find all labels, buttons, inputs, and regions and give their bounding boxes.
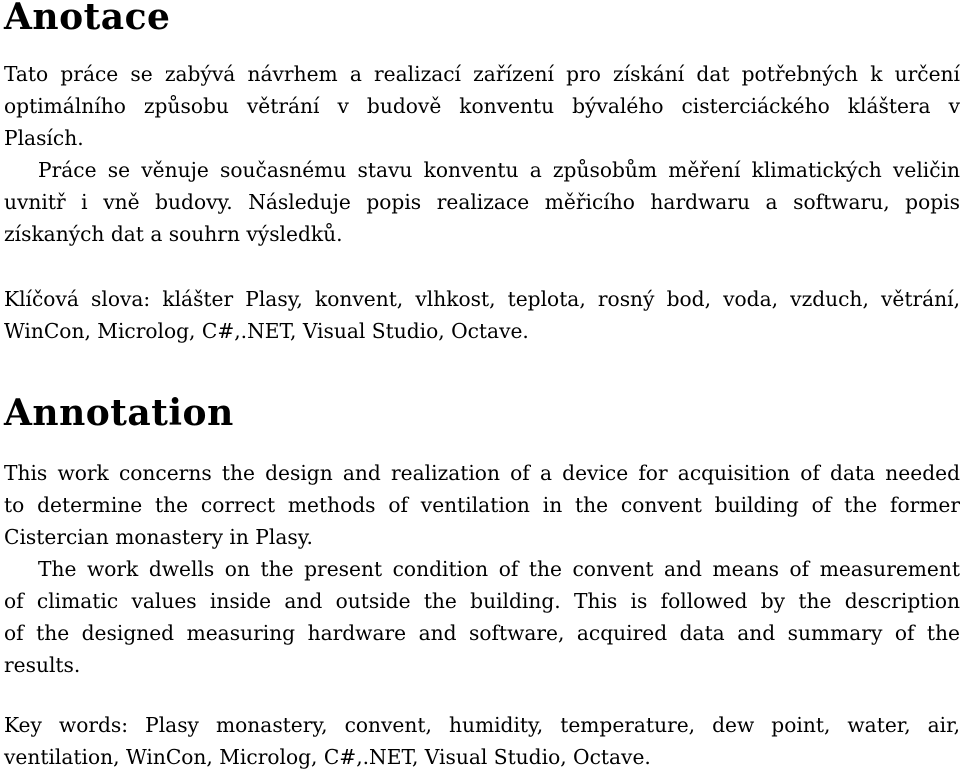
- text-line: of the designed measuring hardware and software, acquired data and summary of the: [4, 621, 960, 645]
- text-line: Cistercian monastery in Plasy.: [4, 525, 313, 549]
- text-line: získaných dat a souhrn výsledků.: [4, 222, 343, 246]
- czech-keywords: [4, 283, 960, 347]
- text-line: Klíčová slova: klášter Plasy, konvent, vlhkost, teplota, rosný bod, voda, vzduch, větrání,: [4, 287, 960, 311]
- english-keywords: [4, 709, 960, 773]
- text-line: Key words: Plasy monastery, convent, humidity, temperature, dew point, water, air,: [4, 713, 960, 737]
- text-line: results.: [4, 653, 81, 677]
- text-line: WinCon, Microlog, C#,.NET, Visual Studio, Octave.: [4, 319, 529, 343]
- english-abstract-paragraph-1: [4, 457, 960, 553]
- english-section-heading: Annotation: [4, 392, 234, 434]
- english-abstract-paragraph-2: [4, 553, 960, 681]
- text-line: This work concerns the design and realization of a device for acquisition of data needed: [4, 461, 960, 485]
- text-line: to determine the correct methods of ventilation in the convent building of the former: [4, 493, 960, 517]
- czech-section-heading: Anotace: [4, 0, 171, 38]
- text-line: The work dwells on the present condition of the convent and means of measurement: [38, 557, 960, 581]
- text-line: Plasích.: [4, 126, 84, 150]
- czech-abstract-paragraph-2: [4, 154, 960, 250]
- czech-abstract-paragraph-1: [4, 58, 960, 154]
- text-line: optimálního způsobu větrání v budově konventu bývalého cisterciáckého kláštera v: [4, 94, 960, 118]
- text-line: ventilation, WinCon, Microlog, C#,.NET, Visual Studio, Octave.: [4, 745, 651, 769]
- text-line: of climatic values inside and outside the building. This is followed by the description: [4, 589, 960, 613]
- text-line: Práce se věnuje současnému stavu konventu a způsobům měření klimatických veličin: [38, 158, 960, 182]
- text-line: Tato práce se zabývá návrhem a realizací zařízení pro získání dat potřebných k určení: [4, 62, 960, 86]
- text-line: uvnitř i vně budovy. Následuje popis realizace měřicího hardwaru a softwaru, popis: [4, 190, 960, 214]
